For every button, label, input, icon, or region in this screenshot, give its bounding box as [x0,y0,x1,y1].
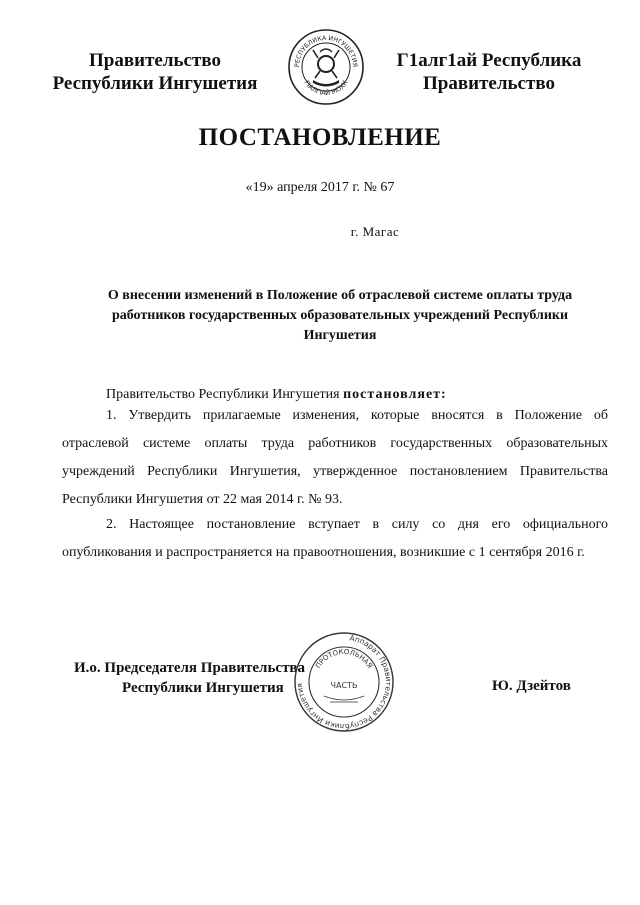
intro-action: постановляет: [343,387,447,402]
date-number-line: «19» апреля 2017 г. № 67 [245,180,395,195]
header-left-line2: Республики Ингушетия [52,73,258,94]
document-subject: О внесении изменений в Положение об отраслевой системе оплаты труда работников государственных образовательных учреждений Республики Ингушетия [107,288,573,343]
official-stamp-icon [292,630,396,734]
intro-text: Правительство Республики Ингушетия [106,387,340,402]
signatory-position-line2: Республики Ингушетия [122,680,284,696]
svg-text:ПРОТОКОЛЬНАЯ [314,648,374,670]
emblem-top-text: РЕСПУБЛИКА ИНГУШЕТИЯ [293,34,359,68]
svg-text:РЕСПУБЛИКА ИНГУШЕТИЯ [294,35,358,67]
paragraph-2: 2. Настоящее постановление вступает в силу со дня его официального опубликования и распространяется на правоотношения, возникшие с 1 сентября 2016 г. [62,517,608,560]
ingushetia-coat-of-arms-icon [287,28,365,106]
header-left-line1: Правительство [89,50,221,71]
signatory-position-line1: И.о. Председателя Правительства [74,660,306,676]
header-left [40,49,270,95]
signatory-position [74,658,324,698]
svg-text:ГIАЛГIАЙ МОХК [303,79,350,97]
city-line: г. Магас [350,224,400,239]
stamp-inner-text: ПРОТОКОЛЬНАЯ [314,647,374,670]
intro-line [106,387,447,403]
document-type-title: ПОСТАНОВЛЕНИЕ [198,124,442,151]
signatory-name: Ю. Дзейтов [492,678,571,694]
header-right-line2: Правительство [423,73,555,94]
paragraph-1: 1. Утвердить прилагаемые изменения, которые вносятся в Положение об отраслевой системе оплаты труда работников государственных образовательных учреждений Республики Ингушетия, утвержденное постановлением Правительства Республики Ингушетия от 22 мая 2014 г. № 93. [62,408,608,507]
stamp-center-text: ЧАСТЬ [330,681,358,690]
stamp-outer-text: Аппарат Правительства Республики Ингушетия [294,633,394,732]
header-right-line1: Г1алг1ай Республика [396,50,582,71]
emblem-bottom-text: ГIАЛГIАЙ МОХК [302,78,350,98]
header-right [378,49,600,95]
